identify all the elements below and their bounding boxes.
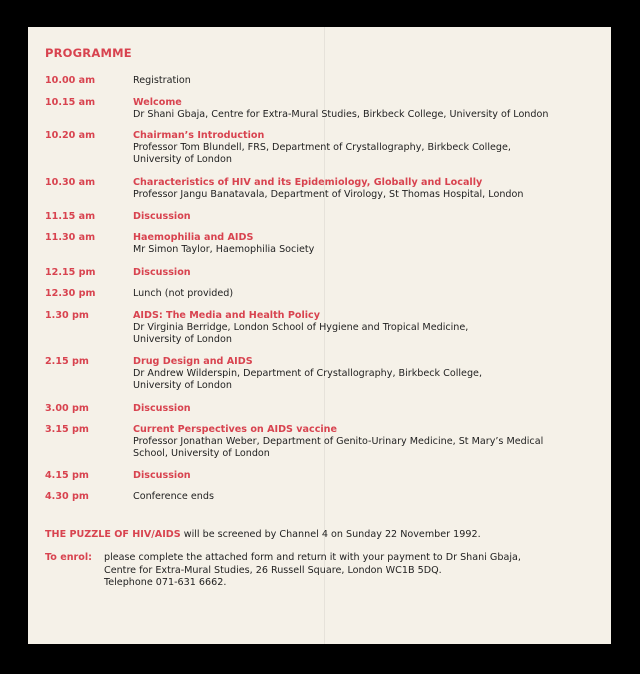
session-time: 4.30 pm <box>45 491 89 502</box>
session-speaker: Dr Andrew Wilderspin, Department of Crystallography, Birkbeck College, <box>133 367 483 379</box>
session-title: Haemophilia and AIDS <box>133 232 254 243</box>
enrol-instructions <box>104 552 599 590</box>
session-time: 10.20 am <box>45 130 96 141</box>
session-title: Characteristics of HIV and its Epidemiology, Globally and Locally <box>133 177 483 188</box>
enrol-label: To enrol: <box>45 552 92 563</box>
session-content <box>133 97 603 121</box>
broadcast-text: will be screened by Channel 4 on Sunday 22 November 1992. <box>183 529 481 540</box>
session-time: 10.00 am <box>45 75 96 86</box>
programme-heading: PROGRAMME <box>45 46 132 60</box>
session-time: 3.15 pm <box>45 424 89 435</box>
session-time: 3.00 pm <box>45 403 89 414</box>
session-time: 4.15 pm <box>45 470 89 481</box>
session-content <box>133 470 603 482</box>
session-time: 11.30 am <box>45 232 96 243</box>
session-content <box>133 211 603 223</box>
session-time: 1.30 pm <box>45 310 89 321</box>
session-speaker: Professor Jangu Banatavala, Department of Virology, St Thomas Hospital, London <box>133 188 524 200</box>
session-title: Drug Design and AIDS <box>133 356 253 367</box>
session-speaker-continued: University of London <box>133 379 232 391</box>
session-content <box>133 288 603 300</box>
enrol-line: please complete the attached form and return it with your payment to Dr Shani Gbaja, <box>104 552 521 563</box>
session-time: 10.15 am <box>45 97 96 108</box>
session-speaker: Professor Tom Blundell, FRS, Department of Crystallography, Birkbeck College, <box>133 141 511 153</box>
session-time: 12.30 pm <box>45 288 96 299</box>
session-speaker: Dr Shani Gbaja, Centre for Extra-Mural Studies, Birkbeck College, University of London <box>133 108 549 120</box>
session-speaker-continued: School, University of London <box>133 447 270 459</box>
session-content <box>133 491 603 503</box>
session-plain-label: Lunch (not provided) <box>133 288 234 299</box>
enrol-line: Centre for Extra-Mural Studies, 26 Russell Square, London WC1B 5DQ. <box>104 564 442 576</box>
session-title: Discussion <box>133 211 191 222</box>
session-content <box>133 75 603 87</box>
session-title: Current Perspectives on AIDS vaccine <box>133 424 338 435</box>
session-speaker: Dr Virginia Berridge, London School of Hygiene and Tropical Medicine, <box>133 321 469 333</box>
broadcast-title: THE PUZZLE OF HIV/AIDS <box>45 529 181 540</box>
session-plain-label: Registration <box>133 75 191 86</box>
session-content <box>133 310 603 345</box>
programme-leaflet <box>28 27 611 644</box>
session-time: 12.15 pm <box>45 267 96 278</box>
session-title: Discussion <box>133 403 191 414</box>
session-title: Chairman’s Introduction <box>133 130 265 141</box>
session-title: AIDS: The Media and Health Policy <box>133 310 320 321</box>
session-content <box>133 424 603 459</box>
session-speaker-continued: University of London <box>133 333 232 345</box>
session-speaker: Mr Simon Taylor, Haemophilia Society <box>133 243 315 255</box>
session-time: 10.30 am <box>45 177 96 188</box>
session-time: 11.15 am <box>45 211 96 222</box>
enrol-telephone: Telephone 071-631 6662. <box>104 577 227 588</box>
session-speaker-continued: University of London <box>133 153 232 165</box>
session-title: Welcome <box>133 97 182 108</box>
session-content <box>133 356 603 391</box>
broadcast-notice <box>45 529 605 541</box>
session-speaker: Professor Jonathan Weber, Department of Genito-Urinary Medicine, St Mary’s Medical <box>133 435 544 447</box>
session-title: Discussion <box>133 470 191 481</box>
session-content <box>133 130 603 165</box>
session-content <box>133 232 603 256</box>
session-content <box>133 267 603 279</box>
session-time: 2.15 pm <box>45 356 89 367</box>
session-content <box>133 403 603 415</box>
session-plain-label: Conference ends <box>133 491 214 502</box>
session-content <box>133 177 603 201</box>
session-title: Discussion <box>133 267 191 278</box>
